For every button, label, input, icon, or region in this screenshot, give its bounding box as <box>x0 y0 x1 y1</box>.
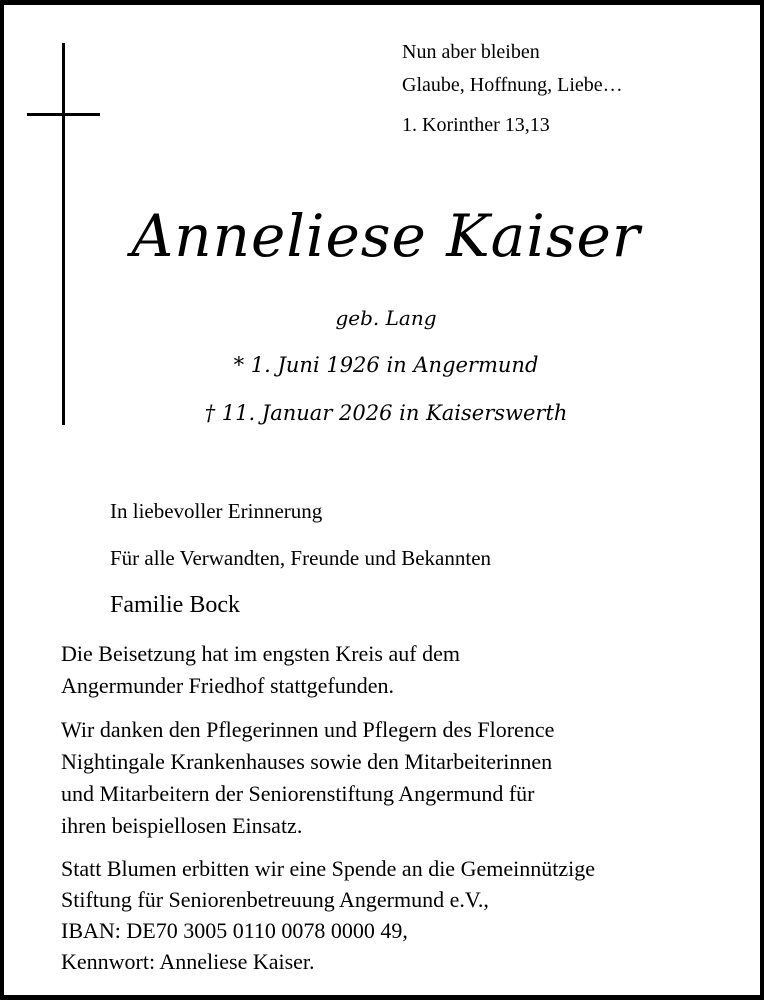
deceased-name: Anneliese Kaiser <box>131 202 641 270</box>
burial-line: Die Beisetzung hat im engsten Kreis auf dem <box>61 641 460 666</box>
thanks-line: Wir danken den Pflegerinnen und Pflegern des Florence <box>61 717 555 742</box>
quote-reference: 1. Korinther 13,13 <box>402 114 550 136</box>
thanks-line: und Mitarbeitern der Seniorenstiftung Angermund für <box>61 781 535 806</box>
on-behalf-line: Für alle Verwandten, Freunde und Bekannten <box>110 546 492 570</box>
quote-line-2: Glaube, Hoffnung, Liebe… <box>402 74 623 96</box>
death-date: † 11. Januar 2026 in Kaiserswerth <box>204 401 568 425</box>
donation-line: Stiftung für Seniorenbetreuung Angermund e.V., <box>61 887 489 912</box>
quote-line-1: Nun aber bleiben <box>402 41 540 63</box>
thanks-line: Nightingale Krankenhauses sowie den Mitarbeiterinnen <box>61 749 553 774</box>
maiden-name: geb. Lang <box>335 306 437 330</box>
remembrance-line: In liebevoller Erinnerung <box>110 499 323 523</box>
birth-date: * 1. Juni 1926 in Angermund <box>233 353 539 377</box>
donation-paragraph <box>61 853 595 977</box>
donation-line: Statt Blumen erbitten wir eine Spende an die Gemeinnützige <box>61 856 595 881</box>
family-signature: Familie Bock <box>110 592 240 618</box>
burial-line: Angermunder Friedhof stattgefunden. <box>61 673 394 698</box>
keyword-line: Kennwort: Anneliese Kaiser. <box>61 949 315 974</box>
iban-line: IBAN: DE70 3005 0110 0078 0000 49, <box>61 918 408 943</box>
cross-horizontal-bar <box>27 113 100 116</box>
burial-paragraph <box>61 638 460 702</box>
thanks-paragraph <box>61 714 554 842</box>
thanks-line: ihren beispiellosen Einsatz. <box>61 813 303 838</box>
